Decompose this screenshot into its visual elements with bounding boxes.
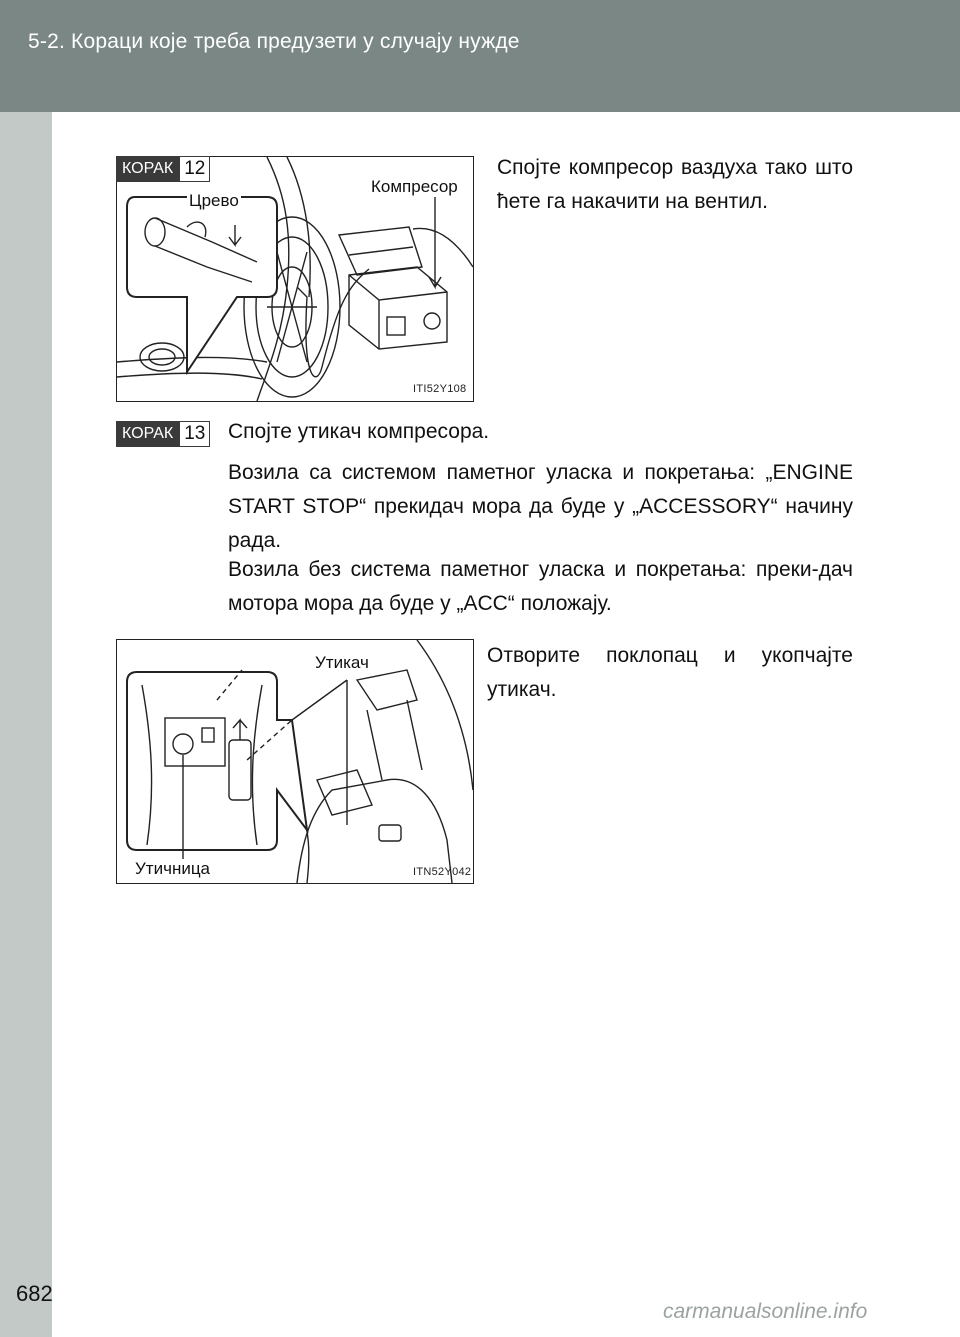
step-13-paragraph-smart-entry: Возила са системом паметног уласка и покретања: „ENGINE START STOP“ прекидач мора да буде у „ACCESSORY“ начину рада.: [228, 461, 853, 552]
plug-socket-illustration: [116, 639, 474, 884]
step-word: КОРАК: [116, 156, 179, 182]
hose-label: Црево: [189, 191, 239, 210]
step-12-text: Спојте компресор ваздуха тако што ћете га накачити на вентил.: [497, 156, 853, 213]
step-13-badge: [116, 421, 210, 447]
socket-label: Утичница: [135, 859, 211, 878]
watermark: carmanualsonline.info: [663, 1300, 868, 1323]
step-13-figure-text: Отворите поклопац и укопчајте утикач.: [487, 644, 853, 701]
plug-drawing: [117, 640, 473, 883]
side-margin-band: [0, 112, 52, 1337]
figure-code: ITI52Y108: [413, 383, 467, 395]
figure-code: ITN52Y042: [413, 866, 472, 878]
step-13-paragraph-no-smart-entry: Возила без система паметног уласка и покретања: преки-дач мотора мора да буде у „ACC“ положају.: [228, 558, 853, 615]
page-number: 682: [16, 1281, 53, 1306]
plug-label: Утикач: [315, 653, 369, 672]
page-header: [0, 0, 960, 112]
step-word: КОРАК: [116, 421, 179, 447]
compressor-valve-illustration: [116, 156, 474, 402]
step-number: 12: [179, 156, 210, 182]
step-number: 13: [179, 421, 210, 447]
step-13-title: Спојте утикач компресора.: [228, 420, 490, 443]
step-12-badge: [116, 156, 210, 182]
compressor-label: Компресор: [371, 177, 458, 196]
section-title: 5-2. Кораци које треба предузети у случају нужде: [28, 30, 520, 53]
